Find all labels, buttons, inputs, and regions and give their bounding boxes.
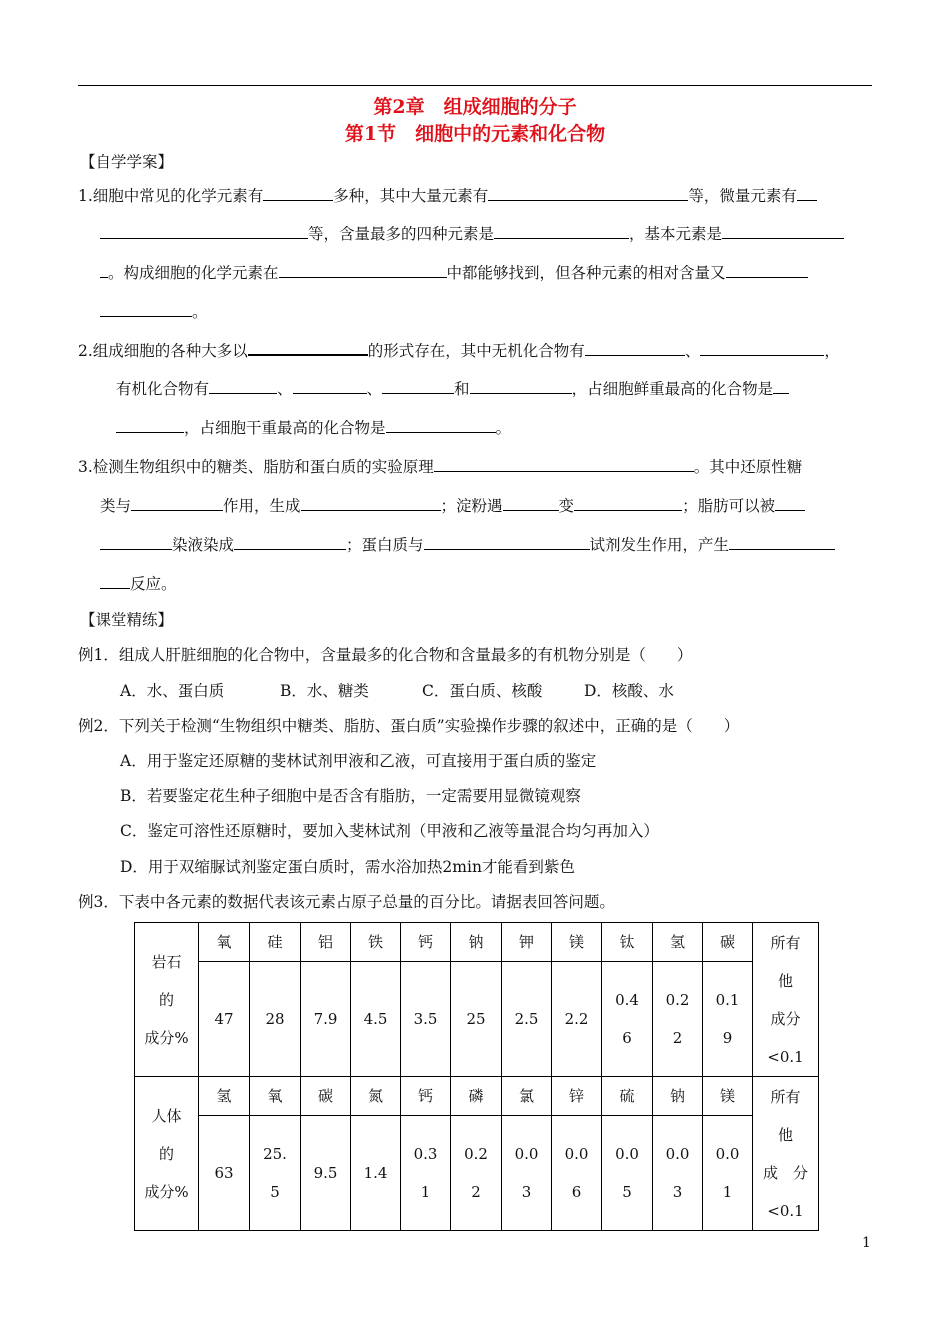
value-text: 4.5: [363, 1010, 388, 1028]
value-text: 9: [722, 1029, 733, 1047]
element-name-cell: 镁: [703, 1077, 753, 1116]
q2-line-3: ，占细胞干重最高的化合物是 。: [116, 416, 511, 438]
other-elements-text: 所有: [770, 1087, 801, 1106]
value-text: 2.2: [564, 1010, 589, 1028]
blank[interactable]: [775, 496, 805, 511]
blank[interactable]: [722, 224, 844, 239]
value-cell: [653, 962, 703, 1077]
q2-line-1: 2.组成细胞的各种大多以 的形式存在，其中无机化合物有 、 ，: [78, 342, 840, 360]
value-text: 1: [722, 1183, 733, 1201]
other-elements-text: 成分: [770, 1009, 801, 1028]
value-cell: [653, 1116, 703, 1231]
blank[interactable]: [585, 341, 685, 356]
value-cell: [351, 1116, 401, 1231]
blank[interactable]: [234, 535, 346, 550]
value-text: 0.0: [514, 1145, 539, 1163]
value-text: 0.4: [615, 991, 639, 1009]
row-label-text: 的: [158, 1144, 174, 1163]
row-label-text: 的: [158, 990, 174, 1009]
option-c[interactable]: C．鉴定可溶性还原糖时，要加入斐林试剂（甲液和乙液等量混合均匀再加入）: [120, 822, 659, 840]
rock-element-row: [135, 923, 819, 962]
value-cell: [703, 1116, 753, 1231]
blank[interactable]: [209, 379, 277, 394]
value-cell: [602, 962, 653, 1077]
value-cell: [199, 962, 250, 1077]
element-name-cell: 锌: [552, 1077, 602, 1116]
blank[interactable]: [726, 263, 808, 278]
other-elements-text: 所有: [770, 933, 801, 952]
human-value-row: [135, 1116, 819, 1231]
q1-line-2: 等，含量最多的四种元素是 ，基本元素是: [100, 222, 844, 244]
blank[interactable]: [382, 379, 454, 394]
option-d[interactable]: D．用于双缩脲试剂鉴定蛋白质时，需水浴加热2min才能看到紫色: [120, 858, 575, 876]
element-name-cell: 钠: [653, 1077, 703, 1116]
value-text: 2: [471, 1183, 481, 1201]
value-text: 0.2: [665, 991, 690, 1009]
value-text: 0.0: [615, 1145, 639, 1163]
blank[interactable]: [434, 457, 694, 472]
value-text: 1: [420, 1183, 431, 1201]
q3-line-4: 反应。: [100, 572, 177, 594]
element-name-cell: 碳: [301, 1077, 351, 1116]
q2-line-2: 有机化合物有 、 、 和 ，占细胞鲜重最高的化合物是: [116, 377, 789, 399]
element-table: [134, 922, 819, 1231]
value-cell: [703, 962, 753, 1077]
value-cell: [401, 962, 451, 1077]
element-name-cell: 铁: [351, 923, 401, 962]
row-label-text: 成分%: [144, 1028, 189, 1047]
blank[interactable]: [248, 340, 368, 356]
q3-line-1: 3.检测生物组织中的糖类、脂肪和蛋白质的实验原理 。其中还原性糖: [78, 458, 803, 476]
element-name-cell: 磷: [451, 1077, 502, 1116]
value-text: 0.2: [464, 1145, 488, 1163]
element-name-cell: 氯: [502, 1077, 552, 1116]
row-label-text: 人体: [151, 1106, 182, 1125]
blank[interactable]: [100, 263, 108, 278]
value-cell: [552, 962, 602, 1077]
value-cell: [250, 1116, 301, 1231]
element-name-cell: 氢: [653, 923, 703, 962]
element-name-cell: 硫: [602, 1077, 653, 1116]
blank[interactable]: [797, 186, 817, 201]
value-text: 1.4: [363, 1164, 388, 1182]
section-title: 第1节 细胞中的元素和化合物: [344, 123, 606, 145]
value-text: 3.5: [413, 1010, 438, 1028]
q1-line-3: 。构成细胞的化学元素在 中都能够找到，但各种元素的相对含量又: [100, 261, 808, 283]
element-name-cell: 碳: [703, 923, 753, 962]
human-label-cell: [135, 1077, 199, 1231]
element-name-cell: 钛: [602, 923, 653, 962]
other-elements-text: 成 分: [762, 1163, 808, 1182]
value-cell: [552, 1116, 602, 1231]
human-element-row: [135, 1077, 819, 1116]
blank[interactable]: [301, 496, 441, 511]
element-name-cell: 镁: [552, 923, 602, 962]
value-text: 3: [521, 1183, 532, 1201]
rock-label-cell: [135, 923, 199, 1077]
value-text: 25: [466, 1010, 486, 1028]
blank[interactable]: [100, 224, 308, 239]
blank[interactable]: [100, 535, 172, 550]
other-elements-cell: [753, 923, 819, 1077]
value-text: 0.1: [715, 991, 740, 1009]
blank[interactable]: [494, 224, 629, 239]
row-label-text: 成分%: [144, 1182, 189, 1201]
value-text: 5: [622, 1183, 632, 1201]
rock-value-row: [135, 962, 819, 1077]
value-cell: [301, 1116, 351, 1231]
q1-line-4: 。: [100, 300, 208, 322]
example-1-options: [120, 679, 674, 701]
option-c[interactable]: C．蛋白质、核酸: [422, 682, 543, 700]
classroom-heading: 【课堂精练】: [80, 611, 174, 629]
value-cell: [351, 962, 401, 1077]
value-text: 0.3: [413, 1145, 438, 1163]
other-elements-text: 他: [777, 1125, 793, 1144]
element-name-cell: 铝: [301, 923, 351, 962]
blank[interactable]: [503, 496, 559, 511]
blank[interactable]: [700, 341, 824, 356]
value-text: 47: [214, 1010, 234, 1028]
value-cell: [602, 1116, 653, 1231]
page-number: 1: [862, 1235, 871, 1251]
value-cell: [401, 1116, 451, 1231]
value-cell: [502, 962, 552, 1077]
value-text: 63: [214, 1164, 234, 1182]
other-elements-cell: [753, 1077, 819, 1231]
value-text: 28: [265, 1010, 285, 1028]
value-cell: [502, 1116, 552, 1231]
blank[interactable]: [386, 418, 496, 433]
blank[interactable]: [279, 263, 447, 278]
value-text: 7.9: [313, 1010, 338, 1028]
value-cell: [199, 1116, 250, 1231]
blank[interactable]: [100, 302, 192, 317]
element-name-cell: 钙: [401, 1077, 451, 1116]
chapter-title: 第2章 组成细胞的分子: [373, 96, 577, 118]
self-study-heading: 【自学学案】: [80, 153, 174, 171]
value-text: 3: [672, 1183, 683, 1201]
value-text: 5: [270, 1183, 280, 1201]
example-2-stem: 例2．下列关于检测“生物组织中糖类、脂肪、蛋白质”实验操作步骤的叙述中，正确的是（ ）: [78, 717, 740, 735]
value-text: 0.0: [715, 1145, 740, 1163]
option-a[interactable]: A．水、蛋白质: [120, 682, 225, 700]
value-text: 25.: [263, 1145, 287, 1163]
value-text: 0.0: [564, 1145, 589, 1163]
blank[interactable]: [293, 379, 367, 394]
blank[interactable]: [574, 496, 682, 511]
value-text: 6: [622, 1029, 632, 1047]
row-label-text: 岩石: [151, 952, 182, 971]
value-cell: [451, 1116, 502, 1231]
blank[interactable]: [773, 379, 789, 394]
other-elements-text: 他: [777, 971, 793, 990]
example-3-stem: 例3．下表中各元素的数据代表该元素占原子总量的百分比。请据表回答问题。: [78, 893, 615, 911]
example-1-stem: 例1．组成人肝脏细胞的化合物中，含量最多的化合物和含量最多的有机物分别是（ ）: [78, 646, 693, 664]
element-name-cell: 硅: [250, 923, 301, 962]
other-elements-text: <0.1: [767, 1201, 804, 1220]
option-a[interactable]: A．用于鉴定还原糖的斐林试剂甲液和乙液，可直接用于蛋白质的鉴定: [120, 752, 597, 770]
other-elements-text: <0.1: [767, 1047, 804, 1066]
option-d[interactable]: D．核酸、水: [584, 682, 674, 700]
blank[interactable]: [131, 496, 223, 511]
value-cell: [451, 962, 502, 1077]
element-name-cell: 氢: [199, 1077, 250, 1116]
element-name-cell: 钠: [451, 923, 502, 962]
option-b[interactable]: B．水、糖类: [280, 682, 369, 700]
value-text: 2.5: [514, 1010, 539, 1028]
blank[interactable]: [100, 574, 130, 589]
q3-line-2: 类与 作用，生成 ；淀粉遇 变 ；脂肪可以被: [100, 494, 805, 516]
value-text: 9.5: [313, 1164, 338, 1182]
q3-line-3: 染液染成 ；蛋白质与 试剂发生作用，产生: [100, 533, 835, 555]
element-name-cell: 钙: [401, 923, 451, 962]
value-cell: [250, 962, 301, 1077]
value-text: 2: [672, 1029, 683, 1047]
element-name-cell: 氧: [199, 923, 250, 962]
option-b[interactable]: B．若要鉴定花生种子细胞中是否含有脂肪，一定需要用显微镜观察: [120, 787, 581, 805]
blank[interactable]: [470, 379, 572, 394]
blank[interactable]: [116, 418, 184, 433]
element-name-cell: 钾: [502, 923, 552, 962]
blank[interactable]: [729, 535, 835, 550]
value-text: 0.0: [665, 1145, 690, 1163]
element-name-cell: 氧: [250, 1077, 301, 1116]
blank[interactable]: [263, 186, 333, 201]
blank[interactable]: [488, 186, 688, 201]
q1-line-1: 1.细胞中常见的化学元素有 多种，其中大量元素有 等，微量元素有: [78, 184, 817, 206]
header-rule: [78, 85, 872, 86]
blank[interactable]: [424, 535, 590, 550]
element-name-cell: 氮: [351, 1077, 401, 1116]
value-cell: [301, 962, 351, 1077]
value-text: 6: [571, 1183, 582, 1201]
